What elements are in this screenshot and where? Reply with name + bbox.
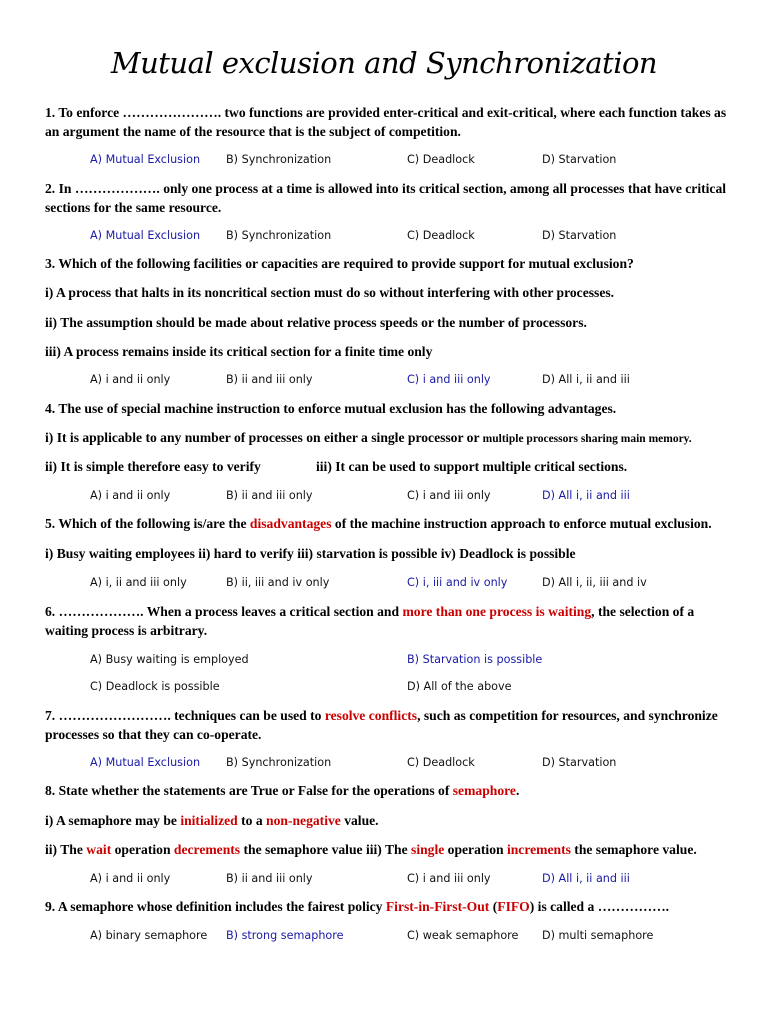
question-6-text: 6. ………………. When a process leaves a critical section and more than one process is waiting, the selection of a waiting process is arbitrary. bbox=[45, 604, 695, 638]
q3-option-d: D) All i, ii and iii bbox=[542, 373, 630, 386]
page-title: Mutual exclusion and Synchronization bbox=[110, 46, 658, 80]
question-5-text: 5. Which of the following is/are the disadvantages of the machine instruction approach to enforce mutual exclusion. bbox=[45, 516, 712, 531]
q8-option-b: B) ii and iii only bbox=[226, 872, 313, 885]
q4-option-a: A) i and ii only bbox=[90, 489, 171, 502]
question-3-text: 3. Which of the following facilities or capacities are required to provide support for mutual exclusion? bbox=[45, 256, 634, 271]
question-9-text: 9. A semaphore whose definition includes the fairest policy First-in-First-Out (FIFO) is called a ……………. bbox=[45, 899, 670, 914]
q3-statement-2: ii) The assumption should be made about relative process speeds or the number of processors. bbox=[45, 315, 587, 330]
q6-option-c: C) Deadlock is possible bbox=[90, 680, 220, 693]
q5-statements: i) Busy waiting employees ii) hard to verify iii) starvation is possible iv) Deadlock is possible bbox=[45, 546, 576, 561]
q2-option-a: A) Mutual Exclusion bbox=[90, 229, 201, 242]
q4-statement-3: iii) It can be used to support multiple critical sections. bbox=[316, 459, 628, 474]
q7-option-d: D) Starvation bbox=[542, 756, 617, 769]
question-8-text: 8. State whether the statements are True or False for the operations of semaphore. bbox=[45, 783, 520, 798]
q3-statement-3: iii) A process remains inside its critical section for a finite time only bbox=[45, 344, 433, 359]
q1-option-d: D) Starvation bbox=[542, 153, 617, 166]
q9-option-a: A) binary semaphore bbox=[90, 929, 208, 942]
q7-option-b: B) Synchronization bbox=[226, 756, 332, 769]
q2-option-d: D) Starvation bbox=[542, 229, 617, 242]
q9-option-c: C) weak semaphore bbox=[407, 929, 519, 942]
q4-statement-1: i) It is applicable to any number of processes on either a single processor or multiple processors sharing main memory. bbox=[45, 430, 692, 445]
q4-option-d: D) All i, ii and iii bbox=[542, 489, 630, 502]
q6-option-d: D) All of the above bbox=[407, 680, 512, 693]
q3-option-b: B) ii and iii only bbox=[226, 373, 313, 386]
q9-option-b: B) strong semaphore bbox=[226, 929, 344, 942]
q5-option-a: A) i, ii and iii only bbox=[90, 576, 187, 589]
q1-option-c: C) Deadlock bbox=[407, 153, 475, 166]
q3-statement-1: i) A process that halts in its noncritical section must do so without interfering with other processes. bbox=[45, 285, 615, 300]
q4-option-b: B) ii and iii only bbox=[226, 489, 313, 502]
q7-option-a: A) Mutual Exclusion bbox=[90, 756, 201, 769]
q7-option-c: C) Deadlock bbox=[407, 756, 475, 769]
q2-option-b: B) Synchronization bbox=[226, 229, 332, 242]
question-2-text: 2. In ………………. only one process at a time is allowed into its critical section, among all processes that have critical sections for the same resource. bbox=[45, 181, 727, 215]
q2-option-c: C) Deadlock bbox=[407, 229, 475, 242]
q5-option-b: B) ii, iii and iv only bbox=[226, 576, 330, 589]
q4-statement-2: ii) It is simple therefore easy to verify bbox=[45, 459, 261, 474]
q3-option-a: A) i and ii only bbox=[90, 373, 171, 386]
q5-option-c: C) i, iii and iv only bbox=[407, 576, 508, 589]
q8-option-c: C) i and iii only bbox=[407, 872, 491, 885]
question-7-text: 7. ……………………. techniques can be used to resolve conflicts, such as competition for resources, and synchronize processes so that they can co-operate. bbox=[45, 708, 718, 742]
q9-option-d: D) multi semaphore bbox=[542, 929, 654, 942]
q8-option-d: D) All i, ii and iii bbox=[542, 872, 630, 885]
q8-statement-1: i) A semaphore may be initialized to a non-negative value. bbox=[45, 813, 379, 828]
q1-option-b: B) Synchronization bbox=[226, 153, 332, 166]
q8-statement-2: ii) The wait operation decrements the semaphore value iii) The single operation increments the semaphore value. bbox=[45, 842, 697, 857]
q3-option-c: C) i and iii only bbox=[407, 373, 491, 386]
question-4-text: 4. The use of special machine instruction to enforce mutual exclusion has the following advantages. bbox=[45, 401, 617, 416]
question-1-text: 1. To enforce …………………. two functions are provided enter-critical and exit-critical, where each function takes as an argument the name of the resource that is the subject of competition. bbox=[45, 105, 727, 139]
q1-option-a: A) Mutual Exclusion bbox=[90, 153, 201, 166]
q6-option-b: B) Starvation is possible bbox=[407, 653, 543, 666]
q6-option-a: A) Busy waiting is employed bbox=[90, 653, 249, 666]
q5-option-d: D) All i, ii, iii and iv bbox=[542, 576, 647, 589]
q4-option-c: C) i and iii only bbox=[407, 489, 491, 502]
q8-option-a: A) i and ii only bbox=[90, 872, 171, 885]
